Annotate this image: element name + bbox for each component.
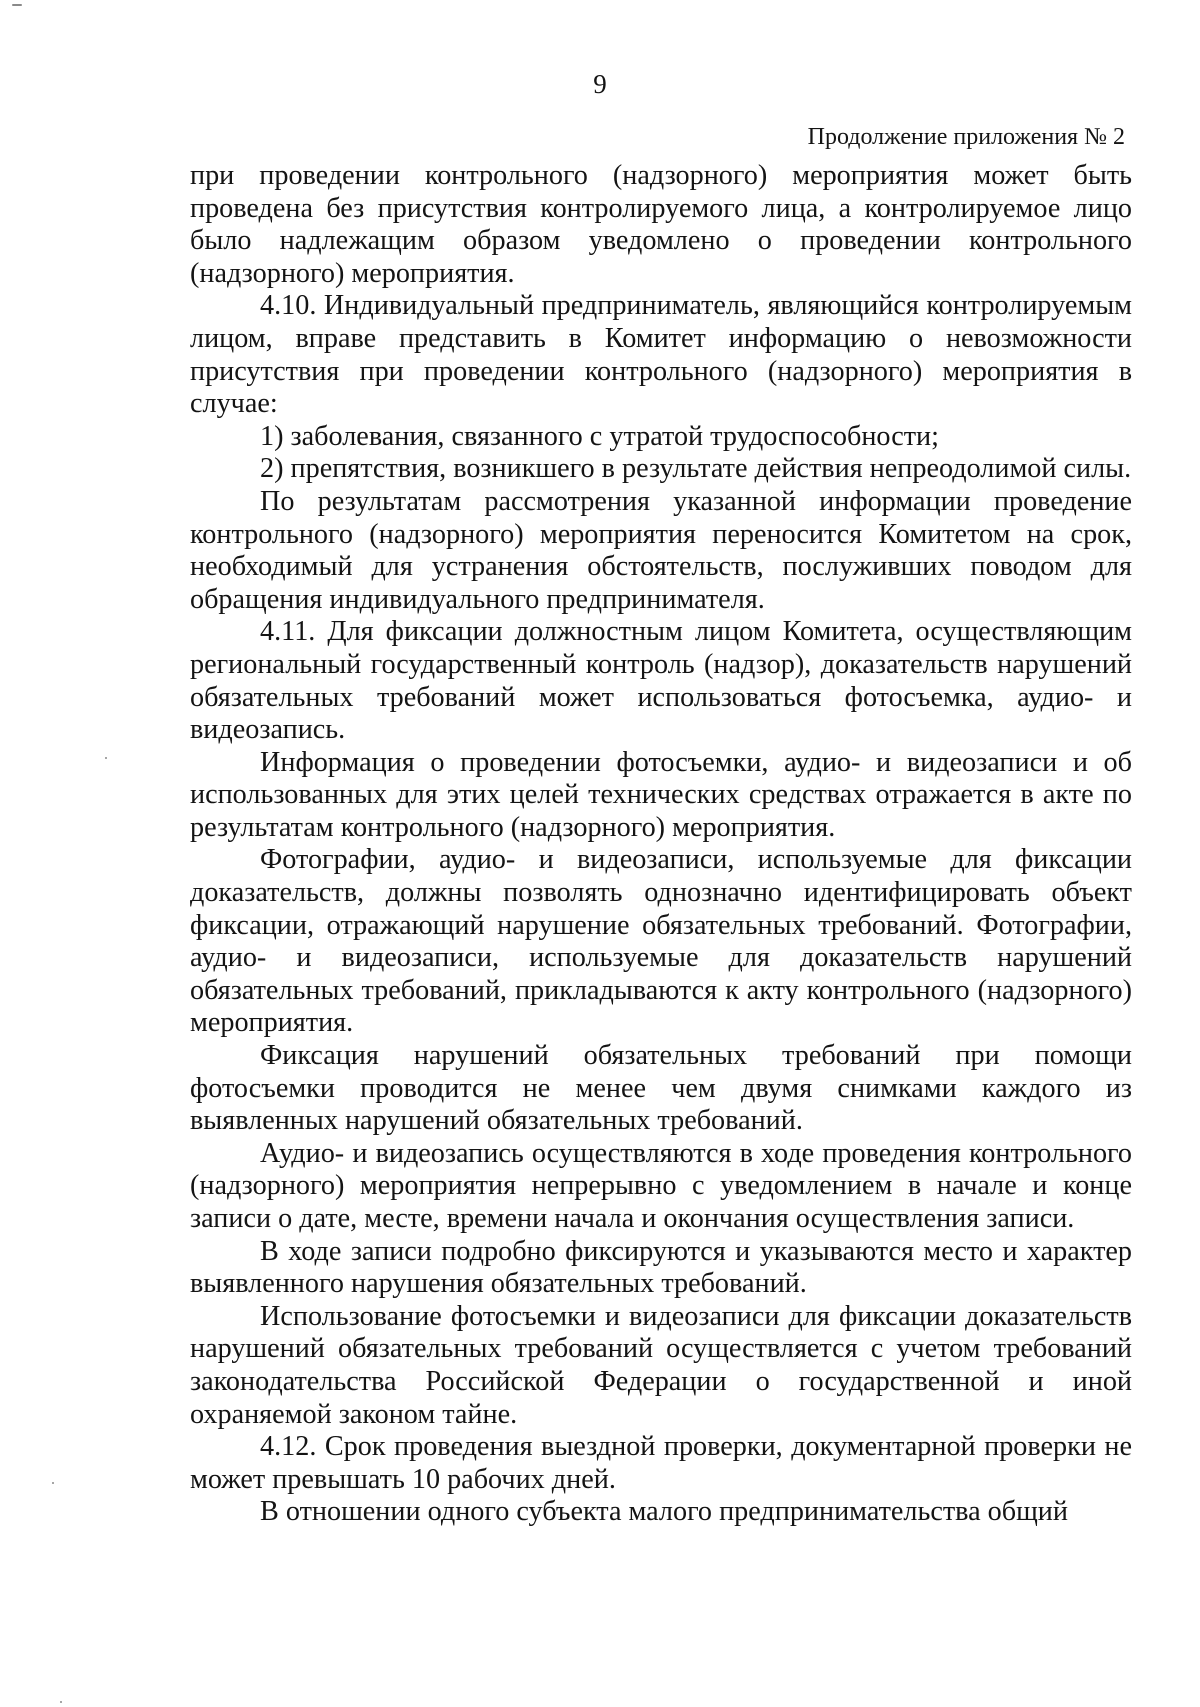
list-item-1: 1) заболевания, связанного с утратой трудоспособности; (260, 420, 939, 452)
list-item-2: 2) препятствия, возникшего в результате действия непреодолимой силы. (260, 453, 1132, 485)
paragraph: По результатам рассмотрения указанной информации проведение контрольного (надзорного) мероприятия переносится Комитетом на срок, необходимый для устранения обстоятельств, послуживших поводом для обращения индивидуального предпринимателя. (190, 485, 1132, 615)
paragraph: Использование фотосъемки и видеозаписи для фиксации доказательств нарушений обязательных требований осуществляется с учетом требований законодательства Российской Федерации о государственной и иной охраняемой законом тайне. (190, 1300, 1132, 1430)
paragraph: В ходе записи подробно фиксируются и указываются место и характер выявленного нарушения обязательных требований. (190, 1235, 1132, 1300)
body-text (190, 160, 1132, 1529)
paragraph: В отношении одного субъекта малого предпринимательства общий (260, 1496, 1068, 1528)
annex-caption: Продолжение приложения № 2 (807, 124, 1125, 150)
paragraph-4-11: 4.11. Для фиксации должностным лицом Комитета, осуществляющим региональный государственный контроль (надзор), доказательств нарушений обязательных требований может использоваться фотосъемка, аудио- и видеозапись. (190, 616, 1132, 746)
scan-speck (60, 1701, 62, 1703)
paragraph: Аудио- и видеозапись осуществляются в ходе проведения контрольного (надзорного) мероприятия непрерывно с уведомлением в начале и конце записи о дате, месте, времени начала и окончания осуществления записи. (190, 1137, 1132, 1234)
paragraph: Фотографии, аудио- и видеозаписи, используемые для фиксации доказательств, должны позволять однозначно идентифицировать объект фиксации, отражающий нарушение обязательных требований. Фотографии, аудио- и видеозаписи, используемые для доказательств нарушений обязательных требований, прикладываются к акту контрольного (надзорного) мероприятия. (190, 844, 1132, 1039)
page-number: 9 (593, 69, 607, 99)
scan-speck (52, 1482, 54, 1484)
scan-speck (12, 4, 22, 6)
scan-speck (105, 757, 107, 759)
paragraph-4-12: 4.12. Срок проведения выездной проверки, документарной проверки не может превышать 10 рабочих дней. (190, 1431, 1132, 1495)
paragraph: Фиксация нарушений обязательных требований при помощи фотосъемки проводится не менее чем двумя снимками каждого из выявленных нарушений обязательных требований. (190, 1040, 1132, 1137)
paragraph: при проведении контрольного (надзорного) мероприятия может быть проведена без присутствия контролируемого лица, а контролируемое лицо было надлежащим образом уведомлено о проведении контрольного (надзорного) мероприятия. (190, 160, 1132, 289)
paragraph: Информация о проведении фотосъемки, аудио- и видеозаписи и об использованных для этих целей технических средствах отражается в акте по результатам контрольного (надзорного) мероприятия. (190, 746, 1132, 843)
paragraph-4-10: 4.10. Индивидуальный предприниматель, являющийся контролируемым лицом, вправе представить в Комитет информацию о невозможности присутствия при проведении контрольного (надзорного) мероприятия в случае: (190, 290, 1132, 420)
